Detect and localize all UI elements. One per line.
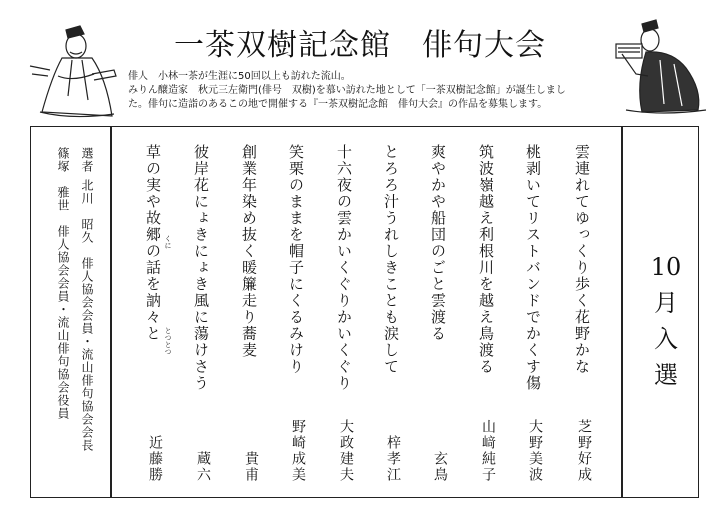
haiku-poem: 筑波嶺越え利根川を越え鳥渡る bbox=[477, 144, 495, 375]
selector-kitagawa: 北川 昭久 俳人協会会員・流山俳句協会会長 bbox=[80, 179, 94, 452]
ruby-kuni: くに bbox=[164, 235, 172, 249]
issa-portrait-illustration bbox=[22, 16, 122, 120]
soju-portrait-illustration bbox=[602, 14, 712, 116]
intro-text bbox=[128, 70, 608, 112]
haiku-poem: 笑栗のままを帽子にくるみけり bbox=[287, 144, 305, 375]
haiku-poem: 創業年染め抜く暖簾走り蕎麦 bbox=[240, 144, 258, 359]
month-number: 10 bbox=[650, 253, 682, 281]
haiku-author: 梓孝江 bbox=[385, 435, 401, 483]
haiku-poem: 桃剥いてリストバンドでかくす傷 bbox=[524, 144, 542, 392]
haiku-author: 近藤勝 bbox=[147, 435, 163, 483]
ruby-totsutotsu: とつとつ bbox=[164, 327, 172, 355]
haiku-author: 芝野好成 bbox=[576, 419, 592, 483]
haiku-poem: 十六夜の雲かいくぐりかいくぐり bbox=[335, 144, 353, 392]
page-title: 一茶双樹記念館 俳句大会 bbox=[174, 28, 546, 63]
haiku-poem: 爽やかや船団のごと雲渡る bbox=[429, 144, 447, 342]
haiku-author: 山﨑純子 bbox=[480, 419, 496, 483]
haiku-poem: 雲連れてゆっくり歩く花野かな bbox=[573, 144, 591, 375]
haiku-board bbox=[30, 126, 699, 498]
month-selection-label bbox=[642, 249, 690, 393]
divider bbox=[621, 127, 623, 497]
selection-char: 選 bbox=[654, 361, 678, 389]
haiku-author: 蔵六 bbox=[195, 451, 211, 483]
intro-line: た。俳句に造詣のあるこの地で開催する『一茶双樹記念館 俳句大会』の作品を募集します。 bbox=[128, 99, 548, 110]
selector-heading: 選者 bbox=[80, 147, 94, 173]
haiku-author: 大野美波 bbox=[527, 419, 543, 483]
haiku-author: 玄鳥 bbox=[432, 451, 448, 483]
intro-line: 俳人 小林一茶が生涯に50回以上も訪れた流山。 bbox=[128, 71, 351, 82]
haiku-poem: 草の実や故郷の話を訥々と bbox=[144, 144, 162, 342]
month-char: 月 bbox=[654, 289, 678, 317]
divider bbox=[110, 127, 112, 497]
selection-char: 入 bbox=[654, 325, 678, 353]
intro-line: みりん醸造家 秋元三左衛門(俳号 双樹)を慕い訪れた地として「一茶双樹記念館」が誕生しまし bbox=[128, 85, 566, 96]
haiku-author: 大政建夫 bbox=[338, 419, 354, 483]
haiku-poem: とろろ汁うれしきことも涙して bbox=[382, 144, 400, 375]
selector-shinozuka: 篠塚 雅世 俳人協会会員・流山俳句協会役員 bbox=[56, 147, 70, 420]
haiku-author: 野崎成美 bbox=[290, 419, 306, 483]
haiku-author: 貴甫 bbox=[243, 451, 259, 483]
haiku-poem: 彼岸花にょきにょき風に蕩けさう bbox=[192, 144, 210, 392]
